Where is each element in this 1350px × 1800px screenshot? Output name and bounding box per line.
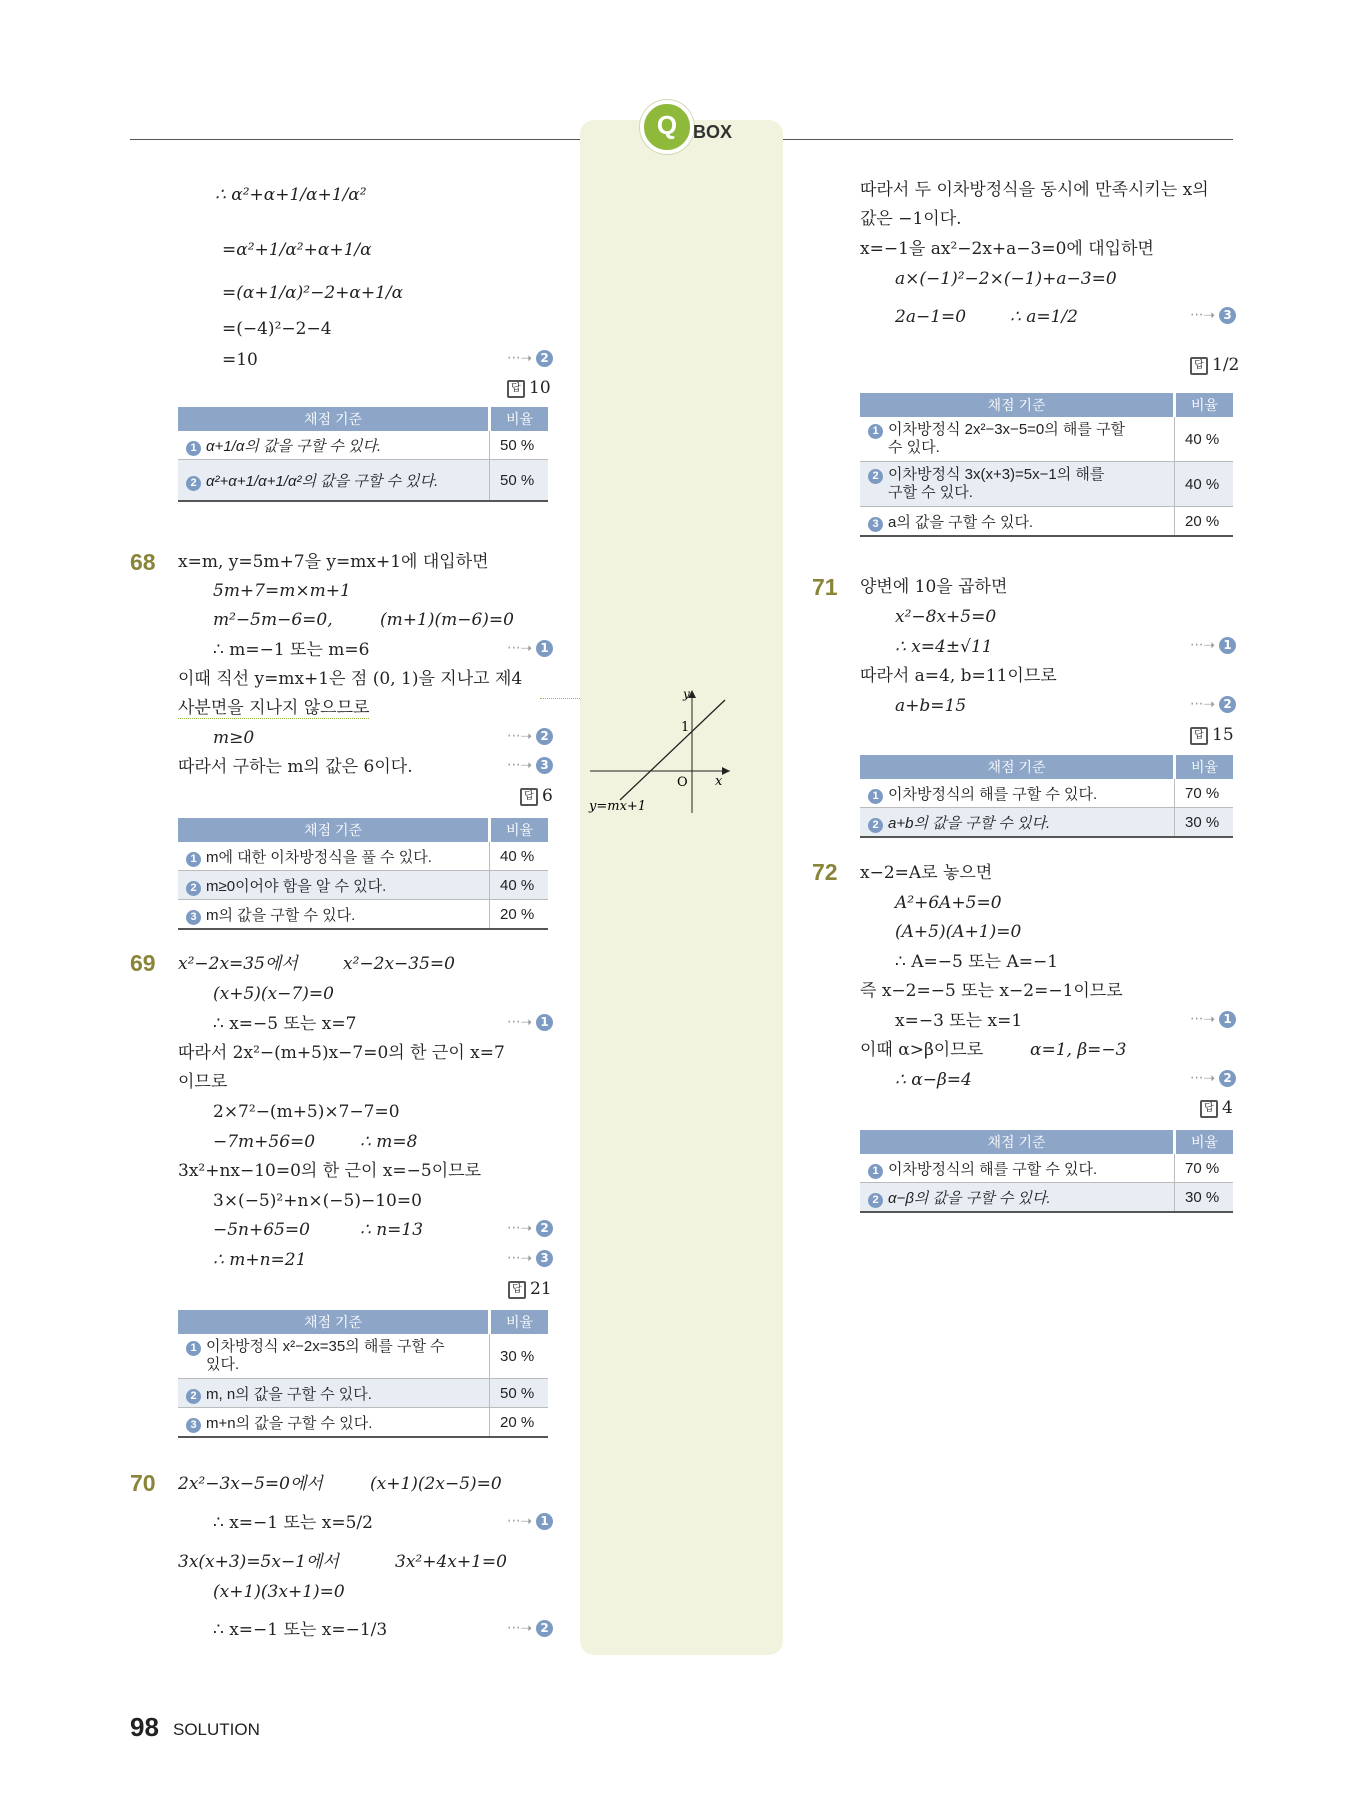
problem-number-72: 72 <box>812 859 838 885</box>
p69-step-mark-2: ···➝ 2 <box>507 1220 553 1237</box>
table-row: 1 이차방정식 x²−2x=35의 해를 구할 수 있다. 30 % <box>178 1334 548 1379</box>
p68-callout-line <box>540 698 580 699</box>
p69-line3: ∴ x=−5 또는 x=7 <box>213 1014 357 1034</box>
p68-line4: ∴ m=−1 또는 m=6 <box>213 640 370 660</box>
p70-line1b: (x+1)(2x−5)=0 <box>370 1474 502 1494</box>
p67-line1: ∴ α²+α+1/α+1/α² <box>215 185 367 205</box>
p70-line1a: 2x²−3x−5=0에서 <box>178 1474 323 1494</box>
p69-line6: 2×7²−(m+5)×7−7=0 <box>213 1102 400 1122</box>
p69-answer: 답 21 <box>508 1279 552 1299</box>
origin-label: O <box>677 775 688 790</box>
p68-line1: x=m, y=5m+7을 y=mx+1에 대입하면 <box>178 552 489 572</box>
problem-number-70: 70 <box>130 1470 156 1496</box>
p68-line6: 사분면을 지나지 않으므로 <box>178 698 370 718</box>
problem-number-69: 69 <box>130 950 156 976</box>
p68-line3a: m²−5m−6=0, <box>213 610 333 630</box>
p70-step-mark-2: ···➝ 2 <box>507 1620 553 1637</box>
p70-right-line1: 따라서 두 이차방정식을 동시에 만족시키는 x의 <box>860 180 1209 200</box>
p69-line10a: −5n+65=0 <box>213 1220 310 1240</box>
table-row: 2 a+b의 값을 구할 수 있다. 30 % <box>860 808 1233 838</box>
p72-step-mark-1: ···➝ 1 <box>1190 1011 1236 1028</box>
table-row: 2 m, n의 값을 구할 수 있다. 50 % <box>178 1379 548 1408</box>
p72-line7b: α=1, β=−3 <box>1030 1040 1127 1060</box>
p71-line5: a+b=15 <box>895 696 967 716</box>
problem-number-71: 71 <box>812 574 838 600</box>
p70-line3a: 3x(x+3)=5x−1에서 <box>178 1552 339 1572</box>
p69-line5: 이므로 <box>178 1072 228 1092</box>
p67-line2: =α²+1/α²+α+1/α <box>222 240 372 260</box>
p70-step-mark-1: ···➝ 1 <box>507 1513 553 1530</box>
answer-icon: 답 <box>507 380 525 398</box>
p69-line9: 3×(−5)²+n×(−5)−10=0 <box>213 1191 422 1211</box>
p69-step-mark-3: ···➝ 3 <box>507 1250 553 1267</box>
table-row: 1 이차방정식의 해를 구할 수 있다. 70 % <box>860 1154 1233 1183</box>
p70-criteria-table: 채점 기준 비율 1 이차방정식 2x²−3x−5=0의 해를 구할 수 있다. 40 % 2 이차방정식 3x(x+3)=5x−1의 해를 구할 수 있다. 40 % 3 a의 값을 구할 수 있다. 20 % <box>860 393 1233 537</box>
p70-answer: 답 1/2 <box>1190 355 1239 375</box>
p70-step-mark-3: ···➝ 3 <box>1190 307 1236 324</box>
p69-criteria-table: 채점 기준 비율 1 이차방정식 x²−2x=35의 해를 구할 수 있다. 30 % 2 m, n의 값을 구할 수 있다. 50 % 3 m+n의 값을 구할 수 있다. 20 % <box>178 1310 548 1438</box>
p67-line3: =(α+1/α)²−2+α+1/α <box>222 283 404 303</box>
p70-line3b: 3x²+4x+1=0 <box>395 1552 507 1572</box>
p70-right-line3: x=−1을 ax²−2x+a−3=0에 대입하면 <box>860 239 1154 259</box>
table-header-ratio: 비율 <box>490 407 549 431</box>
p72-line8: ∴ α−β=4 <box>895 1070 972 1090</box>
p69-line11: ∴ m+n=21 <box>213 1250 307 1270</box>
p69-line8: 3x²+nx−10=0의 한 근이 x=−5이므로 <box>178 1161 481 1181</box>
p72-step-mark-2: ···➝ 2 <box>1190 1070 1236 1087</box>
p67-answer: 답 10 <box>507 378 551 398</box>
p70-right-line5a: 2a−1=0 <box>895 307 967 327</box>
p68-line5: 이때 직선 y=mx+1은 점 (0, 1)을 지나고 제4 <box>178 669 523 689</box>
table-row: 1 이차방정식의 해를 구할 수 있다. 70 % <box>860 779 1233 808</box>
p70-line2: ∴ x=−1 또는 x=5/2 <box>213 1513 373 1533</box>
p71-line2: x²−8x+5=0 <box>895 607 997 627</box>
p68-line3b: (m+1)(m−6)=0 <box>380 610 514 630</box>
x-axis-arrow-icon <box>722 767 730 775</box>
table-row: 1 α+1/α의 값을 구할 수 있다. 50 % <box>178 431 548 460</box>
p68-step-mark-1: ···➝ 1 <box>507 640 553 657</box>
p68-line7: m≥0 <box>213 728 255 748</box>
p68-step-mark-3: ···➝ 3 <box>507 757 553 774</box>
qbox-column <box>580 120 783 1655</box>
p67-line5: =10 <box>222 350 258 370</box>
p70-right-line4: a×(−1)²−2×(−1)+a−3=0 <box>895 269 1117 289</box>
p69-line2: (x+5)(x−7)=0 <box>213 984 334 1004</box>
table-row: 3 m의 값을 구할 수 있다. 20 % <box>178 900 548 930</box>
p69-line4: 따라서 2x²−(m+5)x−7=0의 한 근이 x=7 <box>178 1043 505 1063</box>
table-row: 3 m+n의 값을 구할 수 있다. 20 % <box>178 1408 548 1438</box>
table-row: 1 이차방정식 2x²−3x−5=0의 해를 구할 수 있다. 40 % <box>860 417 1233 462</box>
p72-line6: x=−3 또는 x=1 <box>895 1011 1023 1031</box>
p69-line7a: −7m+56=0 <box>213 1132 316 1152</box>
p71-line3: ∴ x=4±√11 <box>895 637 993 657</box>
p70-right-line2: 값은 −1이다. <box>860 209 962 229</box>
qbox-logo-icon: Q <box>640 100 694 154</box>
table-row: 3 a의 값을 구할 수 있다. 20 % <box>860 507 1233 537</box>
page-number: 98 <box>130 1712 159 1742</box>
problem-number-68: 68 <box>130 549 156 575</box>
line-y-mx-plus-1 <box>620 700 725 800</box>
p72-line7a: 이때 α>β이므로 <box>860 1040 984 1060</box>
p72-line1: x−2=A로 놓으면 <box>860 863 993 883</box>
table-row: 1 m에 대한 이차방정식을 풀 수 있다. 40 % <box>178 842 548 871</box>
p69-line7b: ∴ m=8 <box>360 1132 418 1152</box>
p68-line2: 5m+7=m×m+1 <box>213 581 351 601</box>
p70-line4: (x+1)(3x+1)=0 <box>213 1582 345 1602</box>
table-row: 2 α²+α+1/α+1/α²의 값을 구할 수 있다. 50 % <box>178 460 548 502</box>
p68-criteria-table: 채점 기준 비율 1 m에 대한 이차방정식을 풀 수 있다. 40 % 2 m≥0이어야 함을 알 수 있다. 40 % 3 m의 값을 구할 수 있다. 20 % <box>178 818 548 930</box>
p72-line3: (A+5)(A+1)=0 <box>895 922 1022 942</box>
p67-step-mark: ···➝ 2 <box>507 350 553 367</box>
p71-line1: 양변에 10을 곱하면 <box>860 577 1008 597</box>
table-row: 2 α−β의 값을 구할 수 있다. 30 % <box>860 1183 1233 1213</box>
p70-line5: ∴ x=−1 또는 x=−1/3 <box>213 1620 388 1640</box>
p69-step-mark-1: ···➝ 1 <box>507 1014 553 1031</box>
p72-line2: A²+6A+5=0 <box>895 893 1002 913</box>
graph-y-mx-plus-1 <box>585 685 735 815</box>
table-header-criteria: 채점 기준 <box>178 407 490 431</box>
p72-criteria-table: 채점 기준 비율 1 이차방정식의 해를 구할 수 있다. 70 % 2 α−β의 값을 구할 수 있다. 30 % <box>860 1130 1233 1213</box>
p69-line1a: x²−2x=35에서 <box>178 954 298 974</box>
p71-step-mark-1: ···➝ 1 <box>1190 637 1236 654</box>
p71-step-mark-2: ···➝ 2 <box>1190 696 1236 713</box>
intercept-label: 1 <box>681 720 690 735</box>
p72-line4: ∴ A=−5 또는 A=−1 <box>895 952 1059 972</box>
p70-right-line5b: ∴ a=1/2 <box>1010 307 1078 327</box>
p68-line8: 따라서 구하는 m의 값은 6이다. <box>178 757 413 777</box>
p67-line4: =(−4)²−2−4 <box>222 319 332 339</box>
table-row: 2 m≥0이어야 함을 알 수 있다. 40 % <box>178 871 548 900</box>
p68-step-mark-2: ···➝ 2 <box>507 728 553 745</box>
p69-line1b: x²−2x−35=0 <box>343 954 455 974</box>
qbox-label: BOX <box>693 122 733 142</box>
y-label: y <box>683 687 690 701</box>
p71-answer: 답 15 <box>1190 725 1234 745</box>
p71-criteria-table: 채점 기준 비율 1 이차방정식의 해를 구할 수 있다. 70 % 2 a+b의 값을 구할 수 있다. 30 % <box>860 755 1233 838</box>
p67-criteria-table <box>178 407 548 502</box>
p68-answer: 답 6 <box>520 786 553 806</box>
section-label: SOLUTION <box>173 1720 260 1739</box>
line-label: y=mx+1 <box>589 799 647 814</box>
table-row: 2 이차방정식 3x(x+3)=5x−1의 해를 구할 수 있다. 40 % <box>860 462 1233 507</box>
p71-line4: 따라서 a=4, b=11이므로 <box>860 666 1057 686</box>
p72-answer: 답 4 <box>1200 1098 1233 1118</box>
p72-line5: 즉 x−2=−5 또는 x−2=−1이므로 <box>860 981 1123 1001</box>
p69-line10b: ∴ n=13 <box>360 1220 424 1240</box>
x-label: x <box>715 774 723 789</box>
